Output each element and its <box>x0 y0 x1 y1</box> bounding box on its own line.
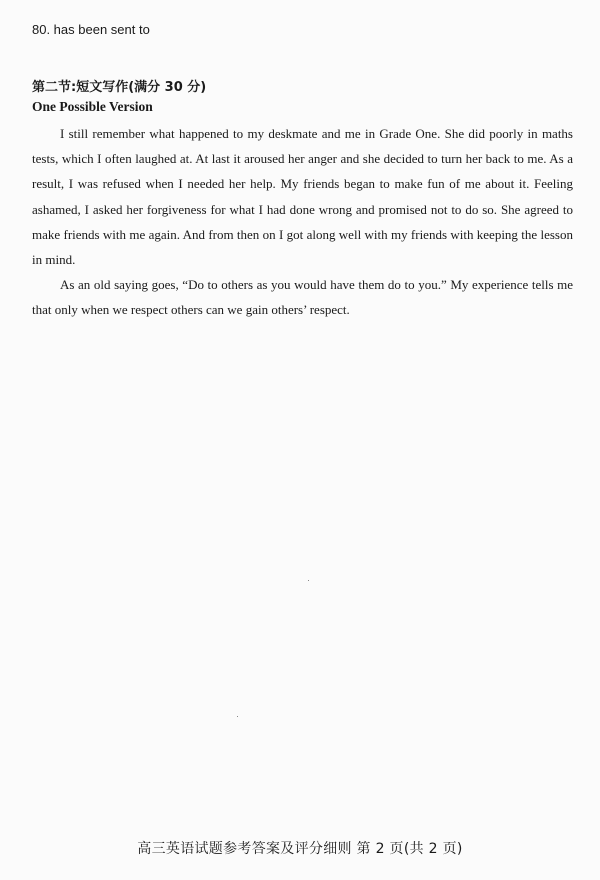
answer-80: 80. has been sent to <box>32 22 150 37</box>
essay-paragraph-1: I still remember what happened to my deskmate and me in Grade One. She did poorly in maths tests, which I often laughed at. At last it aroused her anger and she decided to turn her back to me. As a result, I was refused when I needed her help. My friends began to make fun of me about it. Feeling ashamed, I asked her forgiveness for what I had done wrong and promised not to do so. She agreed to make friends with me again. And from then on I got along well with my friends with keeping the lesson in mind. <box>32 126 573 268</box>
version-heading: One Possible Version <box>32 99 153 114</box>
page-footer: 高三英语试题参考答案及评分细则 第 2 页(共 2 页) <box>137 841 463 857</box>
sample-essay <box>32 121 573 323</box>
scan-speck <box>237 716 238 717</box>
section-heading: 第二节:短文写作(满分 30 分) <box>32 80 207 95</box>
essay-paragraph-2: As an old saying goes, “Do to others as you would have them do to you.” My experience tells me that only when we respect others can we gain others’ respect. <box>32 277 573 318</box>
scan-speck <box>308 580 309 581</box>
